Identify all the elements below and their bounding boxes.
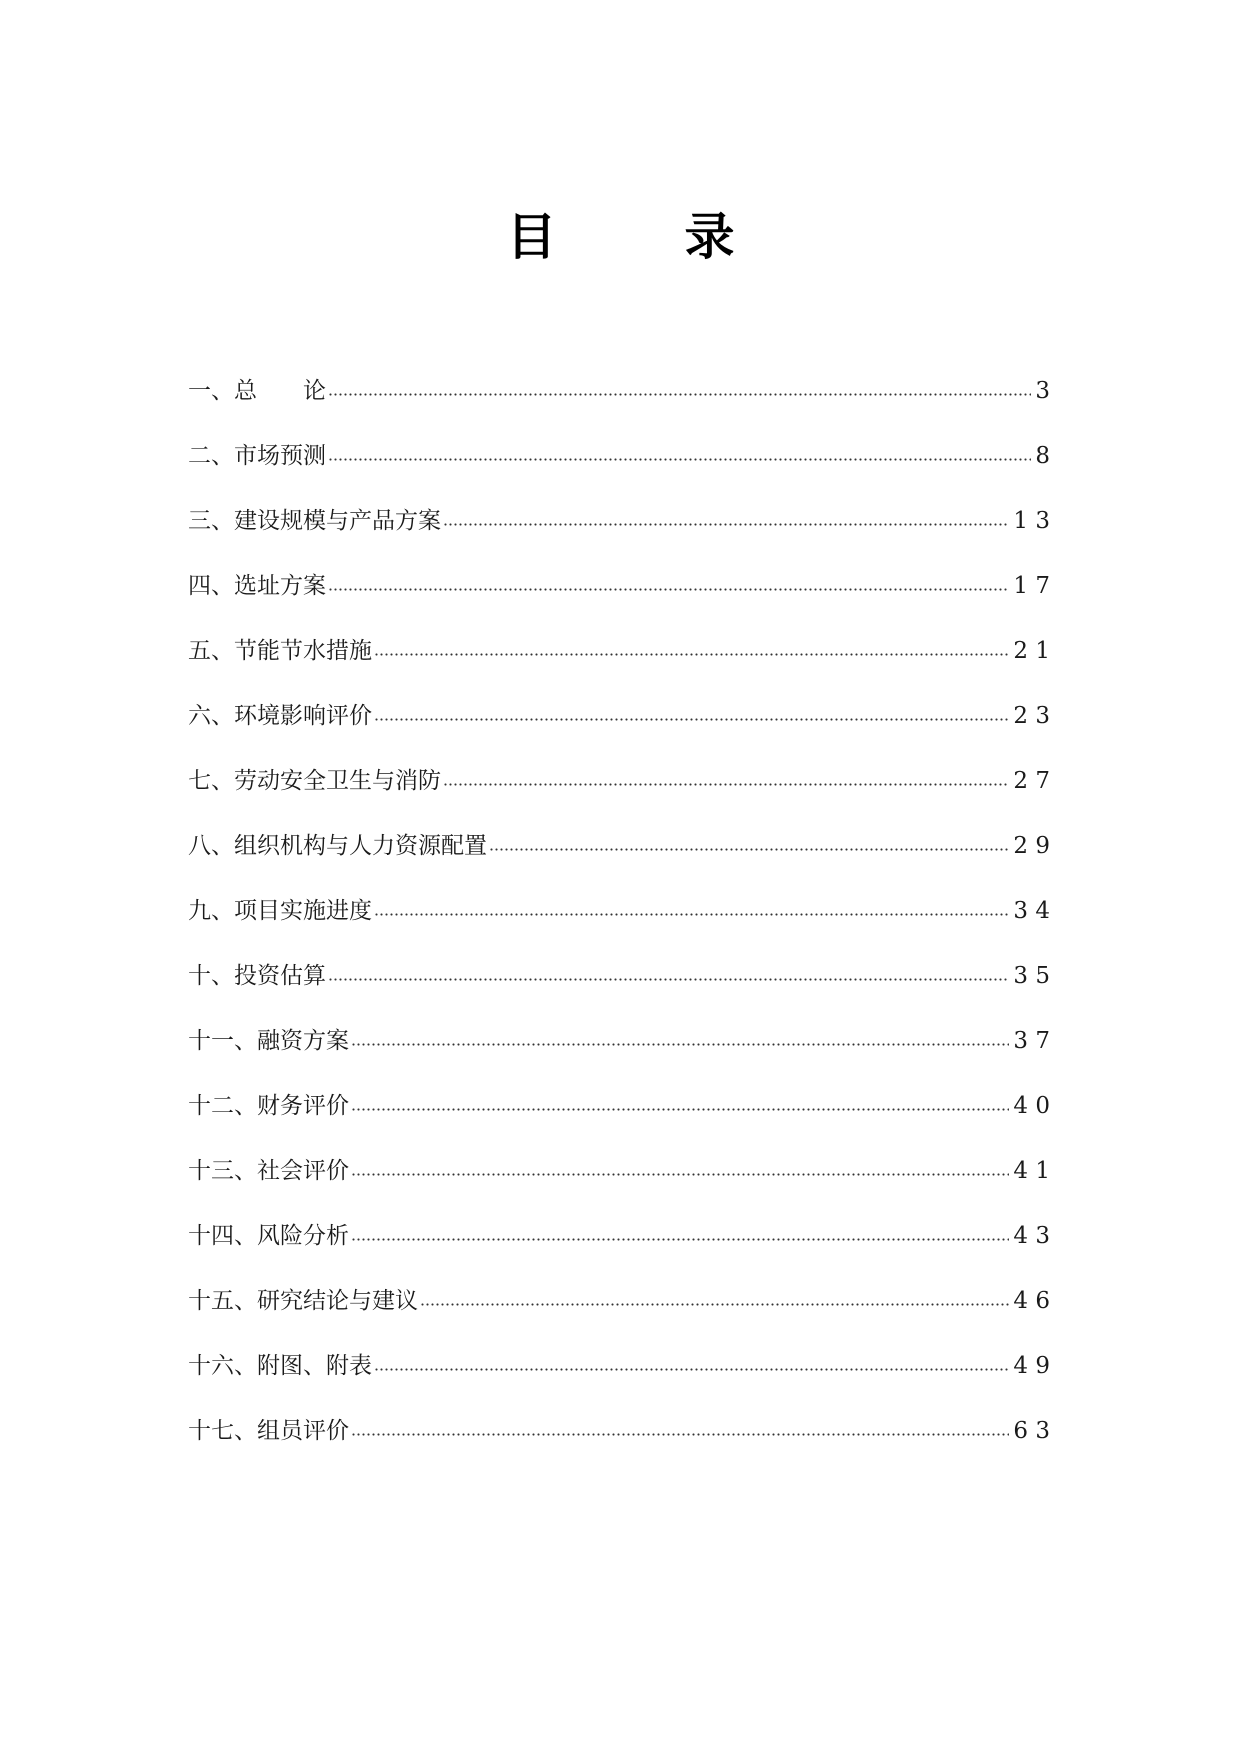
dot-leader — [443, 783, 1009, 786]
dot-leader — [443, 523, 1009, 526]
toc-entry-label: 八、组织机构与人力资源配置 — [188, 832, 487, 859]
toc-entry[interactable] — [188, 813, 1050, 878]
toc-entry-label: 五、节能节水措施 — [188, 637, 372, 664]
toc-entry-label: 十、投资估算 — [188, 962, 326, 989]
dot-leader — [351, 1433, 1009, 1436]
toc-entry-page-number: 8 — [1035, 442, 1050, 469]
toc-entry-label: 十一、融资方案 — [188, 1027, 349, 1054]
dot-leader — [351, 1238, 1009, 1241]
toc-entry-label: 十五、研究结论与建议 — [188, 1287, 418, 1314]
toc-entry-page-number: 4 3 — [1013, 1222, 1050, 1249]
toc-entry-page-number: 4 6 — [1013, 1287, 1050, 1314]
toc-entry-page-number: 1 7 — [1013, 572, 1050, 599]
toc-title-char-2: 录 — [684, 208, 735, 266]
table-of-contents — [188, 358, 1050, 1463]
toc-entry-label: 七、劳动安全卫生与消防 — [188, 767, 441, 794]
toc-entry[interactable] — [188, 423, 1050, 488]
toc-entry-label: 十三、社会评价 — [188, 1157, 349, 1184]
toc-entry-page-number: 4 1 — [1013, 1157, 1050, 1184]
toc-entry-label: 十七、组员评价 — [188, 1417, 349, 1444]
dot-leader — [351, 1173, 1009, 1176]
toc-entry-label: 二、市场预测 — [188, 442, 326, 469]
toc-title-char-1: 目 — [506, 208, 557, 266]
dot-leader — [489, 848, 1009, 851]
toc-entry-label: 一、总 论 — [188, 377, 326, 404]
toc-entry[interactable] — [188, 683, 1050, 748]
dot-leader — [328, 978, 1009, 981]
toc-entry-page-number: 4 9 — [1013, 1352, 1050, 1379]
toc-entry[interactable] — [188, 1268, 1050, 1333]
toc-entry-page-number: 3 4 — [1013, 897, 1050, 924]
toc-entry-label: 十二、财务评价 — [188, 1092, 349, 1119]
dot-leader — [351, 1108, 1009, 1111]
dot-leader — [374, 913, 1009, 916]
toc-entry-page-number: 4 0 — [1013, 1092, 1050, 1119]
toc-entry[interactable] — [188, 1008, 1050, 1073]
dot-leader — [328, 588, 1009, 591]
toc-entry[interactable] — [188, 1138, 1050, 1203]
toc-entry-page-number: 2 9 — [1013, 832, 1050, 859]
toc-entry[interactable] — [188, 943, 1050, 1008]
dot-leader — [328, 393, 1031, 396]
toc-entry-page-number: 2 1 — [1013, 637, 1050, 664]
toc-entry-page-number: 2 7 — [1013, 767, 1050, 794]
toc-entry[interactable] — [188, 878, 1050, 943]
dot-leader — [374, 718, 1009, 721]
toc-entry-label: 六、环境影响评价 — [188, 702, 372, 729]
toc-entry-page-number: 1 3 — [1013, 507, 1050, 534]
toc-entry[interactable] — [188, 358, 1050, 423]
dot-leader — [420, 1303, 1009, 1306]
dot-leader — [374, 653, 1009, 656]
toc-entry[interactable] — [188, 1333, 1050, 1398]
toc-entry[interactable] — [188, 1398, 1050, 1463]
toc-entry[interactable] — [188, 1073, 1050, 1138]
toc-entry-label: 十六、附图、附表 — [188, 1352, 372, 1379]
toc-entry[interactable] — [188, 748, 1050, 813]
toc-title — [0, 198, 1241, 268]
toc-entry-page-number: 3 7 — [1013, 1027, 1050, 1054]
toc-entry-page-number: 2 3 — [1013, 702, 1050, 729]
toc-entry-label: 四、选址方案 — [188, 572, 326, 599]
toc-entry[interactable] — [188, 488, 1050, 553]
dot-leader — [328, 458, 1031, 461]
toc-entry-page-number: 6 3 — [1013, 1417, 1050, 1444]
toc-entry-label: 十四、风险分析 — [188, 1222, 349, 1249]
toc-entry-label: 九、项目实施进度 — [188, 897, 372, 924]
toc-entry[interactable] — [188, 1203, 1050, 1268]
toc-entry-label: 三、建设规模与产品方案 — [188, 507, 441, 534]
toc-entry-page-number: 3 — [1035, 377, 1050, 404]
toc-entry-page-number: 3 5 — [1013, 962, 1050, 989]
dot-leader — [351, 1043, 1009, 1046]
toc-entry[interactable] — [188, 553, 1050, 618]
dot-leader — [374, 1368, 1009, 1371]
toc-entry[interactable] — [188, 618, 1050, 683]
